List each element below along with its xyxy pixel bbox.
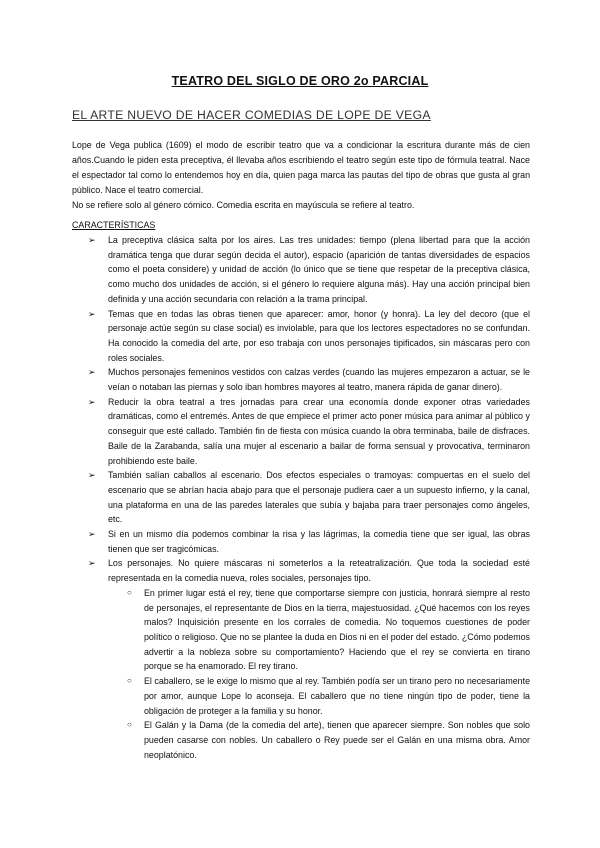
arrow-bullet-icon: ➢ — [88, 470, 96, 481]
arrow-bullet-icon: ➢ — [88, 558, 96, 569]
arrow-bullet-icon: ➢ — [88, 529, 96, 540]
sub-list-item-text: El caballero, se le exige lo mismo que al rey. También podía ser un tirano pero no necesariamente por amor, aunque Lope lo aconseja. El caballero que no tiene ningún tipo de poder, tiene la obligación de proteger a la familia y su honor. — [144, 676, 530, 716]
list-item — [72, 527, 530, 556]
sub-list-item — [72, 718, 530, 762]
list-item — [72, 233, 530, 307]
intro-paragraph: Lope de Vega publica (1609) el modo de escribir teatro que va a condicionar la escritura durante más de cien años.Cuando le piden esta preceptiva, él llevaba años escribiendo el teatro según este tipo de fórmula teatral. Nace el espectador tal como lo entendemos hoy en día, quien paga marca las pautas del tipo de obras que gusta al gran público. Nace el teatro comercial. — [72, 140, 530, 195]
list-item-text: Muchos personajes femeninos vestidos con calzas verdes (cuando las mujeres empezaron a actuar, se le veían o notaban las piernas y solo iban hombres mayores al teatro, manera rápida de ganar dinero). — [108, 367, 530, 393]
circle-bullet-icon: ○ — [127, 720, 132, 730]
list-item-text: Temas que en todas las obras tienen que aparecer: amor, honor (y honra). La ley del decoro (que el personaje actúe según su clase social) es inviolable, para que los lectores espectadores no se confundan. Ha conocido la comedia del arte, por eso trabaja con unos personajes tipificados, sin máscaras pero con roles sociales. — [108, 308, 530, 363]
list-item-text: Si en un mismo día podemos combinar la risa y las lágrimas, la comedia tiene que ser igual, las obras tienen que ser tragicómicas. — [108, 529, 530, 554]
sub-list-item — [72, 586, 530, 674]
list-item — [72, 307, 530, 366]
list-item — [72, 395, 530, 469]
circle-bullet-icon: ○ — [127, 587, 132, 597]
sub-list-item-text: En primer lugar está el rey, tiene que comportarse siempre con justicia, honrará siempre al resto de personajes, el representante de Dios en la tierra, majestuosidad. ¿Qué hacemos con los reyes malos? Inquisición presente en los corrales de comedia. No toquemos cuestiones de poder político o religioso. Que no se plantee la duda en Dios ni en el poder del estado. ¿Cómo podemos advertir a la nobleza sobre su comportamiento? Haciendo que el rey se convierta en tirano porque se ha enamorado. El rey tirano. — [144, 587, 530, 672]
arrow-bullet-icon: ➢ — [88, 396, 96, 407]
list-item — [72, 468, 530, 527]
intro-block — [72, 138, 530, 213]
section-subtitle: EL ARTE NUEVO DE HACER COMEDIAS DE LOPE DE VEGA — [72, 108, 431, 122]
characteristics-list — [72, 233, 530, 762]
page-title: TEATRO DEL SIGLO DE ORO 2o PARCIAL — [171, 74, 429, 88]
sub-list-item-text: El Galán y la Dama (de la comedia del arte), tienen que aparecer siempre. Son nobles que solo pueden casarse con nobles. Un caballero o Rey puede ser el Galán en una misma obra. Amor neoplatónico. — [144, 720, 530, 760]
intro-paragraph: No se refiere solo al género cómico. Comedia escrita en mayúscula se refiere al teatro. — [72, 199, 415, 210]
list-item-text: También salían caballos al escenario. Dos efectos especiales o tramoyas: compuertas en el suelo del escenario que se abrían hacia abajo para que el personaje pudiera caer a un supuesto infierno, y la canal, una plataforma en una de las paredes laterales que subía y bajaba para traer personajes como ángeles, etc. — [108, 470, 530, 525]
arrow-bullet-icon: ➢ — [88, 235, 96, 245]
sub-list-item — [72, 674, 530, 718]
arrow-bullet-icon: ➢ — [88, 308, 96, 319]
list-item-text: Reducir la obra teatral a tres jornadas para crear una economía donde exponer otras variedades dramáticas, como el entremés. Antes de que empiece el primer acto poner música para animar al público y conseguir que esté callado. También fin de fiesta con música cuando la obra terminaba, baile de disfraces. Baile de la Zarabanda, salía una mujer al escenario a bailar de forma sensual y provocativa, terminaron prohibiendo este baile. — [108, 396, 530, 466]
list-item — [72, 556, 530, 585]
arrow-bullet-icon: ➢ — [88, 367, 96, 378]
list-item-text: Los personajes. No quiere máscaras ni someterlos a la reteatralización. Que toda la sociedad esté representada en la comedia nueva, roles sociales, personajes tipo. — [108, 558, 530, 584]
list-item — [72, 365, 530, 394]
list-item-text: La preceptiva clásica salta por los aires. Las tres unidades: tiempo (plena libertad para que la acción dramática tenga que durar según decida el autor), espacio (aparición de tantas diversidades de espacios como el poeta considere) y unidad de acción (lo único que se tiene que respetar de la preceptiva clásica, como mucho dos unidades de acción, si el género lo requiere alguna más). Hay una acción principal bien definida y una acción secundaria con relación a la trama principal. — [108, 235, 530, 304]
circle-bullet-icon: ○ — [127, 676, 132, 686]
characteristics-heading: CARACTERÍSTICAS — [72, 220, 156, 230]
